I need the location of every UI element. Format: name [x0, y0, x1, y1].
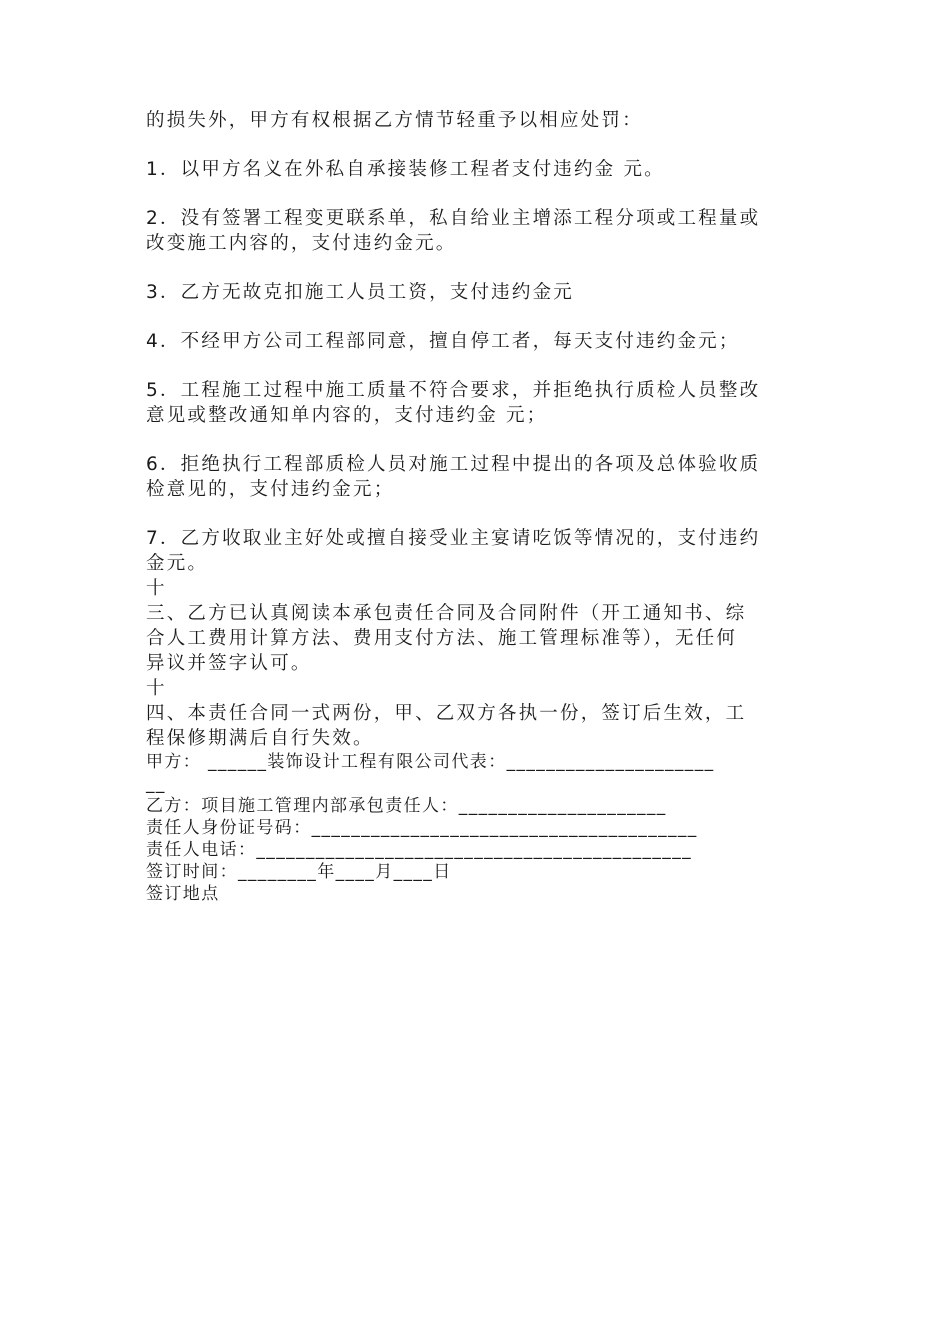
paragraph-gap — [146, 502, 814, 526]
text-line: 5．工程施工过程中施工质量不符合要求，并拒绝执行质检人员整改 — [146, 380, 761, 401]
paragraph-gap — [146, 428, 814, 452]
text-line: 四、本责任合同一式两份，甲、乙双方各执一份，签订后生效，工 — [146, 703, 747, 724]
text-line: 十 — [146, 578, 167, 599]
signature-line: 责任人身份证号码：_______________________________________ — [146, 818, 698, 838]
text-line: 7．乙方收取业主好处或擅自接受业主宴请吃饭等情况的，支付违约 — [146, 528, 761, 549]
contract-clauses — [146, 108, 814, 751]
paragraph-gap — [146, 182, 814, 206]
text-line: 三、乙方已认真阅读本承包责任合同及合同附件（开工通知书、综 — [146, 603, 747, 624]
text-line: 4．不经甲方公司工程部同意，擅自停工者，每天支付违约金元； — [146, 331, 740, 352]
text-line: 意见或整改通知单内容的，支付违约金 元； — [146, 405, 548, 426]
text-line: 的损失外，甲方有权根据乙方情节轻重予以相应处罚： — [146, 110, 643, 131]
signature-line: 签订时间：________年____月____日 — [146, 862, 452, 882]
text-line: 合人工费用计算方法、费用支付方法、施工管理标准等），无任何 — [146, 628, 738, 649]
paragraph-gap — [146, 133, 814, 157]
signature-line: 责任人电话：____________________________________________ — [146, 840, 692, 860]
signature-block — [146, 751, 814, 905]
signature-line: __ — [146, 774, 166, 794]
document-page — [146, 108, 814, 905]
text-line: 6．拒绝执行工程部质检人员对施工过程中提出的各项及总体验收质 — [146, 454, 761, 475]
paragraph-gap — [146, 305, 814, 329]
text-line: 改变施工内容的，支付违约金元。 — [146, 233, 457, 254]
paragraph-gap — [146, 354, 814, 378]
text-line: 3．乙方无故克扣施工人员工资，支付违约金元 — [146, 282, 574, 303]
text-line: 程保修期满后自行失效。 — [146, 728, 374, 749]
text-line: 金元。 — [146, 553, 209, 574]
text-line: 2．没有签署工程变更联系单，私自给业主增添工程分项或工程量或 — [146, 208, 761, 229]
paragraph-gap — [146, 256, 814, 280]
text-line: 1．以甲方名义在外私自承接装修工程者支付违约金 元。 — [146, 159, 665, 180]
signature-line: 甲方： ______装饰设计工程有限公司代表：_____________________ — [146, 752, 715, 772]
signature-line: 乙方：项目施工管理内部承包责任人：_____________________ — [146, 796, 667, 816]
signature-line: 签订地点 — [146, 884, 220, 904]
text-line: 异议并签字认可。 — [146, 653, 312, 674]
text-line: 十 — [146, 678, 167, 699]
text-line: 检意见的，支付违约金元； — [146, 479, 395, 500]
